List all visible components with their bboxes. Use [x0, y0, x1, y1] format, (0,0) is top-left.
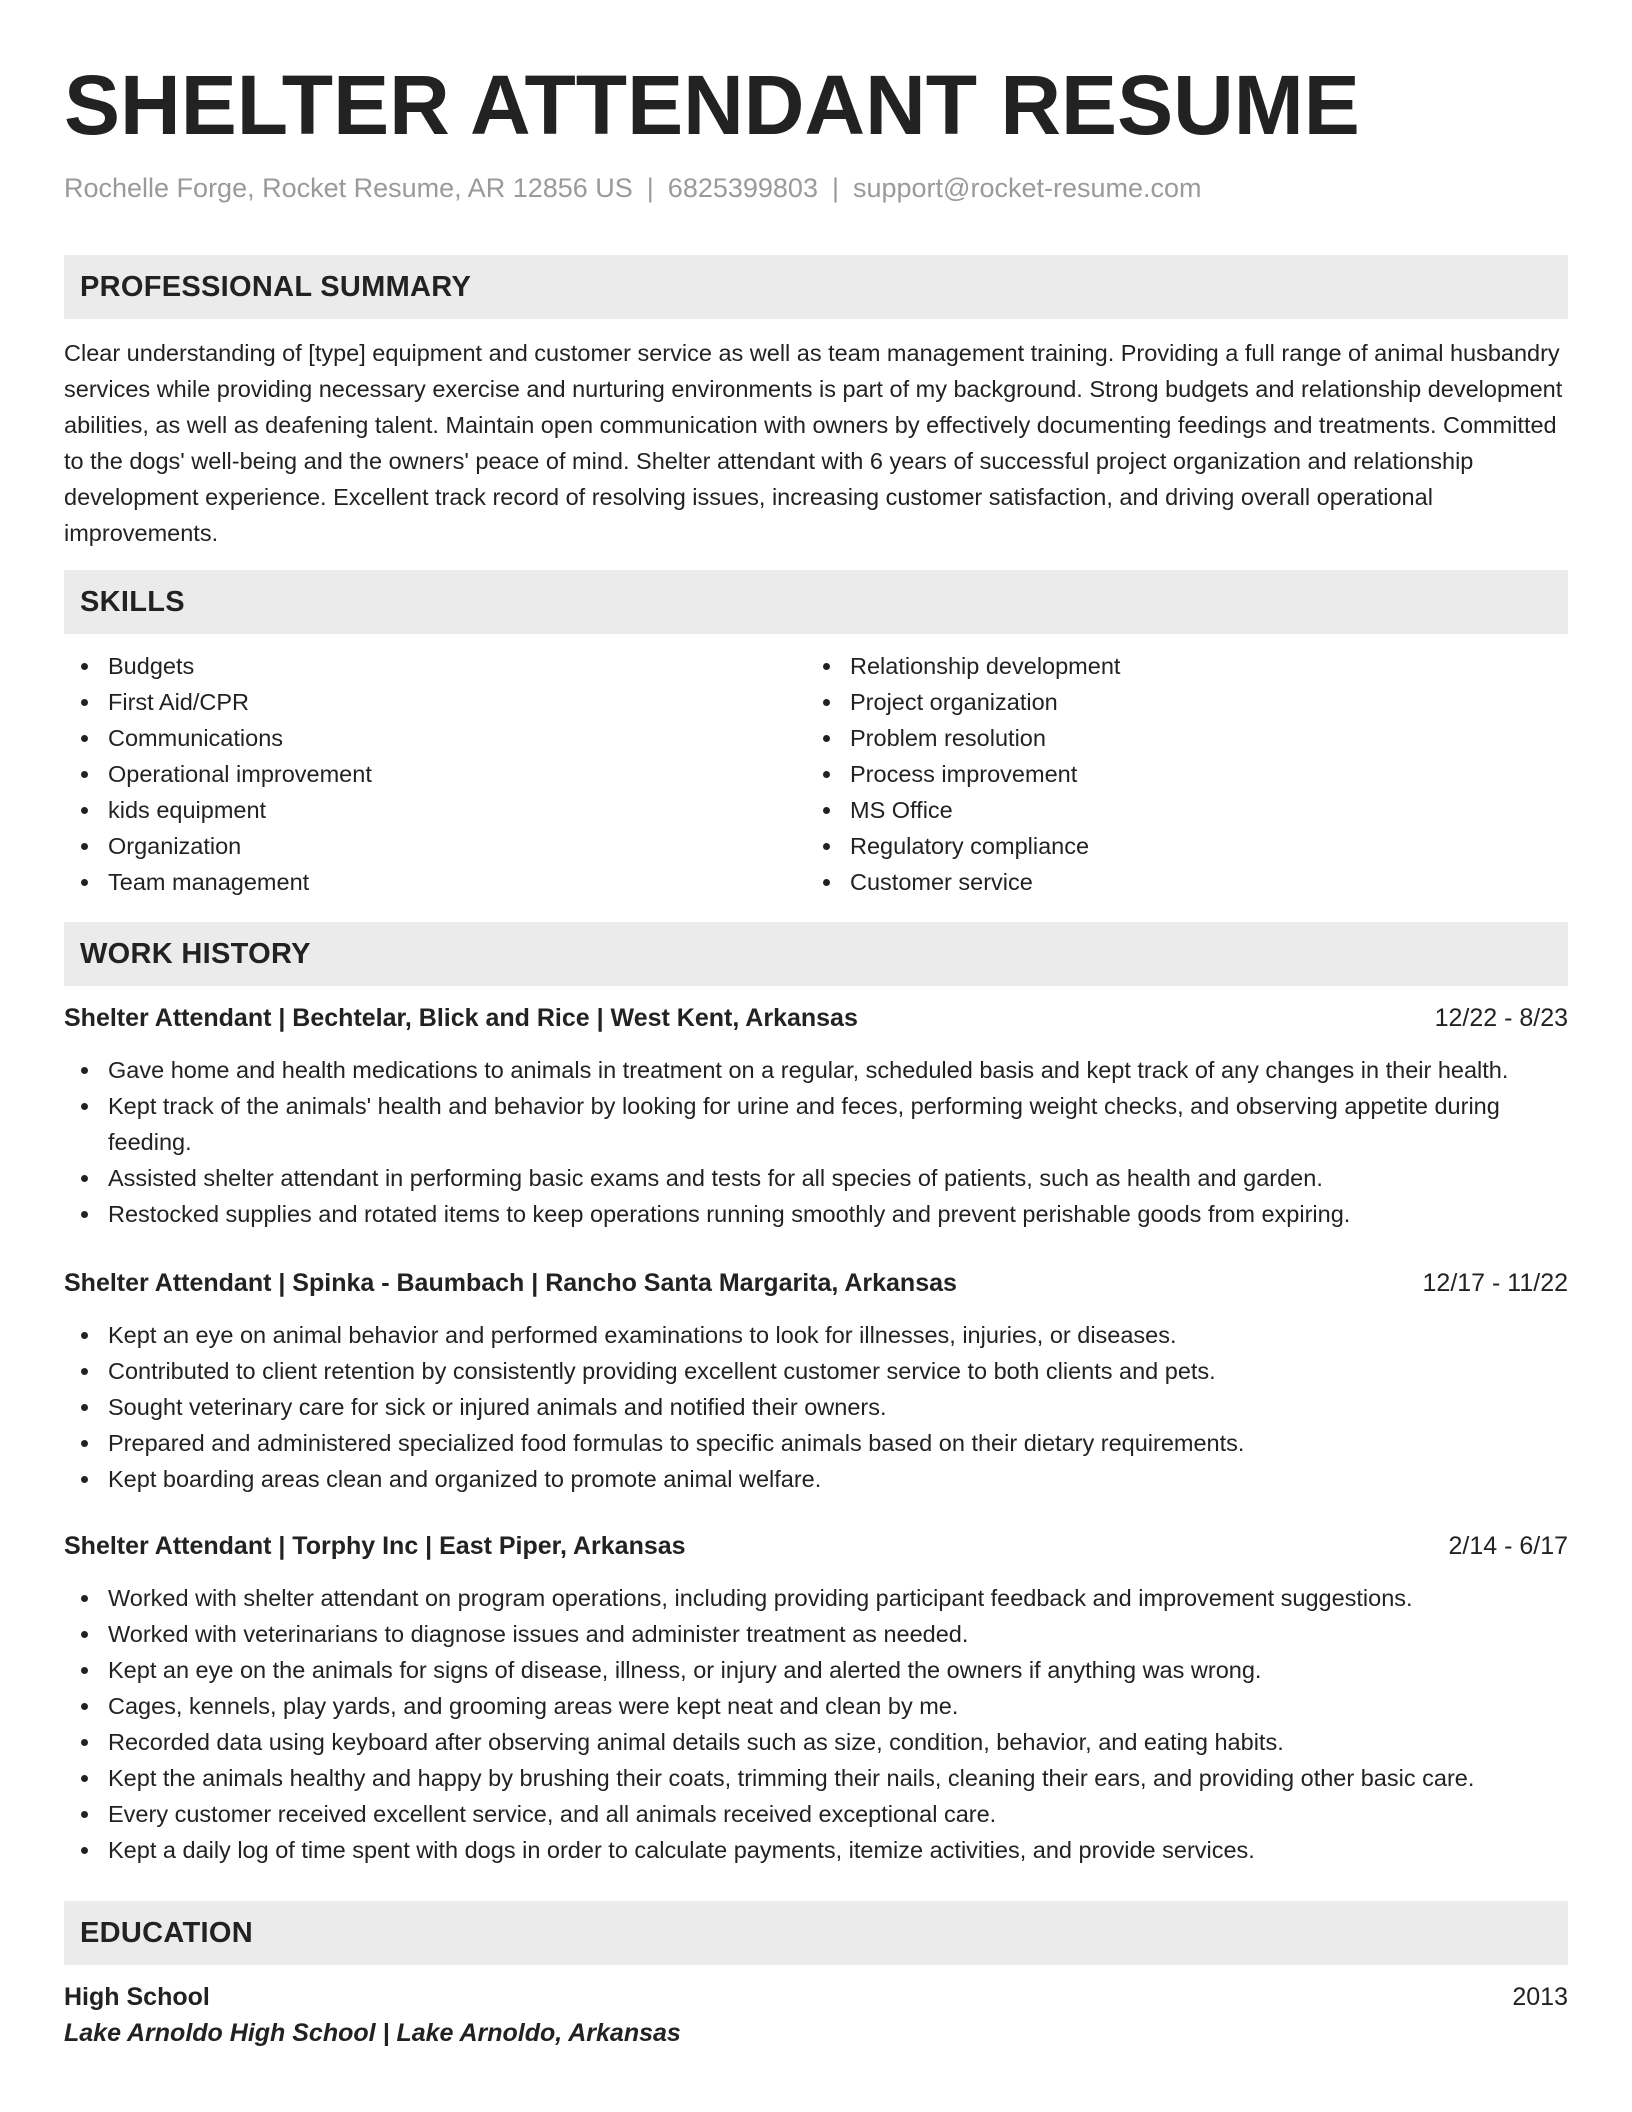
job-bullets — [64, 1317, 1568, 1497]
job-bullet: Kept boarding areas clean and organized to promote animal welfare. — [64, 1461, 1568, 1497]
job-bullet: Cages, kennels, play yards, and grooming areas were kept neat and clean by me. — [64, 1688, 1568, 1724]
job-bullet: Kept an eye on animal behavior and performed examinations to look for illnesses, injuries, or diseases. — [64, 1317, 1568, 1353]
job-bullet: Kept a daily log of time spent with dogs in order to calculate payments, itemize activities, and provide services. — [64, 1832, 1568, 1868]
education-degree: High School — [64, 1983, 210, 2011]
job-bullet: Kept the animals healthy and happy by brushing their coats, trimming their nails, cleaning their ears, and providing other basic care. — [64, 1760, 1568, 1796]
contact-separator: | — [831, 173, 839, 203]
job-bullet: Kept an eye on the animals for signs of disease, illness, or injury and alerted the owners if anything was wrong. — [64, 1652, 1568, 1688]
skill-item: Project organization — [806, 684, 1548, 720]
resume-title: SHELTER ATTENDANT RESUME — [64, 58, 1360, 152]
skill-item: Team management — [64, 864, 806, 900]
job-header — [64, 1265, 1568, 1301]
skill-item: Customer service — [806, 864, 1548, 900]
job-dates: 12/17 - 11/22 — [1422, 1269, 1568, 1297]
job-title: Shelter Attendant | Bechtelar, Blick and Rice | West Kent, Arkansas — [64, 1004, 858, 1032]
resume-page — [64, 0, 1568, 2051]
education-year: 2013 — [1512, 1983, 1568, 2011]
skill-item: Process improvement — [806, 756, 1548, 792]
skill-item: kids equipment — [64, 792, 806, 828]
education-header — [64, 1979, 1568, 2015]
skill-item: Organization — [64, 828, 806, 864]
skills-column-left — [64, 648, 806, 900]
job-bullet: Every customer received excellent service, and all animals received exceptional care. — [64, 1796, 1568, 1832]
job-bullet: Assisted shelter attendant in performing basic exams and tests for all species of patients, such as health and garden. — [64, 1160, 1568, 1196]
summary-text: Clear understanding of [type] equipment and customer service as well as team management training. Providing a full range of animal husbandry services while providing necessary exercise and nurturing environments is part of my background. Strong budgets and relationship development abilities, as well as deafening talent. Maintain open communication with owners by effectively documenting feedings and treatments. Committed to the dogs' well-being and the owners' peace of mind. Shelter attendant with 6 years of successful project organization and relationship development experience. Excellent track record of resolving issues, increasing customer satisfaction, and driving overall operational improvements. — [64, 340, 1563, 546]
education-entry — [64, 1979, 1568, 2051]
job-bullet: Restocked supplies and rotated items to keep operations running smoothly and prevent perishable goods from expiring. — [64, 1196, 1568, 1232]
skills-section-header: SKILLS — [64, 570, 1568, 634]
job-bullet: Recorded data using keyboard after observing animal details such as size, condition, behavior, and eating habits. — [64, 1724, 1568, 1760]
job-bullet: Gave home and health medications to animals in treatment on a regular, scheduled basis and kept track of any changes in their health. — [64, 1052, 1568, 1088]
work-section-header: WORK HISTORY — [64, 922, 1568, 986]
job-entry — [64, 1528, 1568, 1868]
contact-email[interactable]: support@rocket-resume.com — [852, 173, 1202, 203]
summary-section-header: PROFESSIONAL SUMMARY — [64, 255, 1568, 319]
skill-item: MS Office — [806, 792, 1548, 828]
job-title: Shelter Attendant | Spinka - Baumbach | Rancho Santa Margarita, Arkansas — [64, 1269, 957, 1297]
job-bullets — [64, 1580, 1568, 1868]
job-bullet: Sought veterinary care for sick or injured animals and notified their owners. — [64, 1389, 1568, 1425]
skill-item: First Aid/CPR — [64, 684, 806, 720]
skill-item: Communications — [64, 720, 806, 756]
job-entry — [64, 1265, 1568, 1497]
job-dates: 2/14 - 6/17 — [1448, 1532, 1568, 1560]
skill-item: Budgets — [64, 648, 806, 684]
job-bullet: Prepared and administered specialized food formulas to specific animals based on their dietary requirements. — [64, 1425, 1568, 1461]
education-school: Lake Arnoldo High School | Lake Arnoldo, Arkansas — [64, 2019, 681, 2047]
job-bullets — [64, 1052, 1568, 1232]
skills-column-right — [806, 648, 1548, 900]
contact-address: Rochelle Forge, Rocket Resume, AR 12856 US — [64, 173, 633, 203]
skill-item: Regulatory compliance — [806, 828, 1548, 864]
contact-line — [64, 172, 1568, 204]
job-entry — [64, 1000, 1568, 1232]
education-section-header: EDUCATION — [64, 1901, 1568, 1965]
job-bullet: Worked with veterinarians to diagnose issues and administer treatment as needed. — [64, 1616, 1568, 1652]
contact-phone[interactable]: 6825399803 — [667, 173, 818, 203]
skill-item: Operational improvement — [64, 756, 806, 792]
job-bullet: Kept track of the animals' health and behavior by looking for urine and feces, performing weight checks, and observing appetite during feeding. — [64, 1088, 1568, 1160]
job-title: Shelter Attendant | Torphy Inc | East Piper, Arkansas — [64, 1532, 686, 1560]
job-header — [64, 1528, 1568, 1564]
skill-item: Problem resolution — [806, 720, 1548, 756]
contact-separator: | — [646, 173, 654, 203]
job-bullet: Contributed to client retention by consistently providing excellent customer service to both clients and pets. — [64, 1353, 1568, 1389]
skills-grid — [64, 648, 1568, 900]
job-bullet: Worked with shelter attendant on program operations, including providing participant feedback and improvement suggestions. — [64, 1580, 1568, 1616]
job-header — [64, 1000, 1568, 1036]
job-dates: 12/22 - 8/23 — [1434, 1004, 1568, 1032]
skill-item: Relationship development — [806, 648, 1548, 684]
